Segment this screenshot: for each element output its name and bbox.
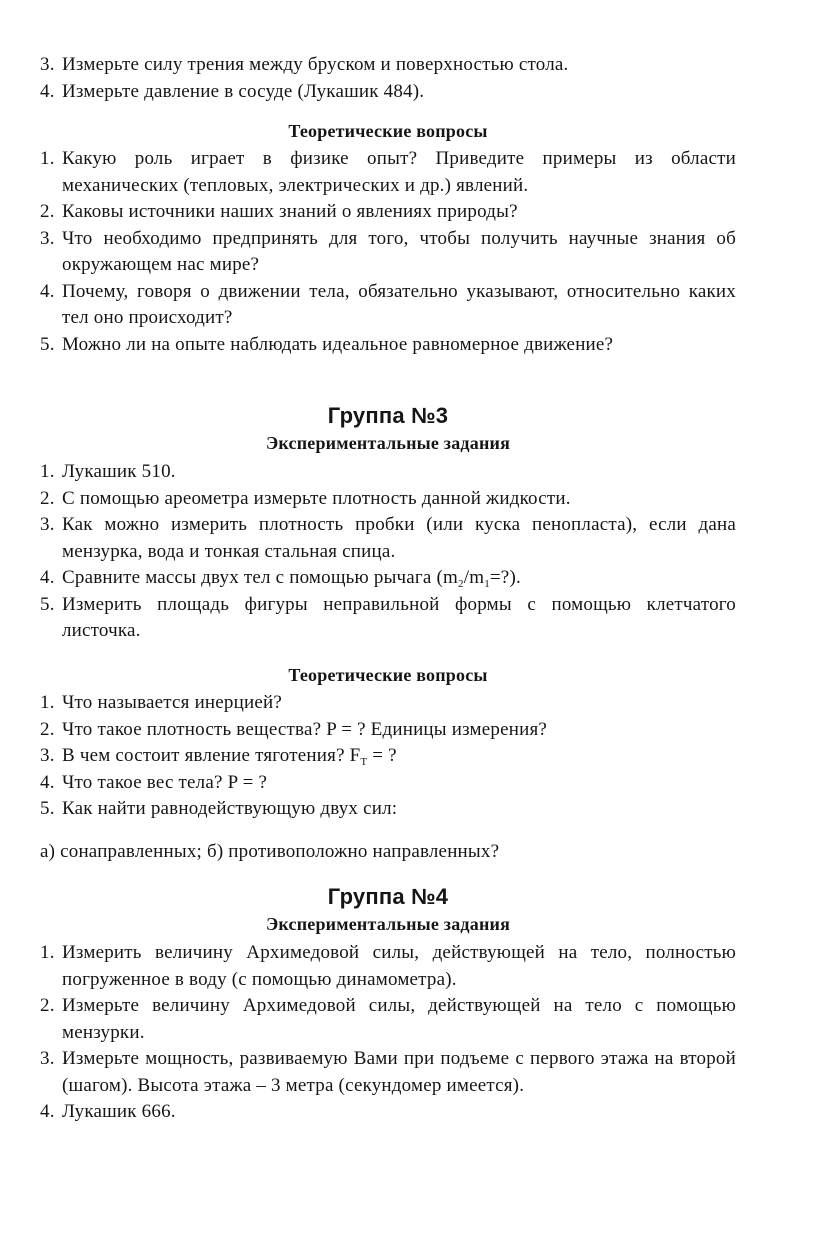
list-item: 1. Лукашик 510. bbox=[40, 461, 176, 482]
list-item: 5. Как найти равнодействующую двух сил: bbox=[40, 798, 398, 819]
group-3-theory bbox=[0, 662, 816, 823]
list-item: 4. Лукашик 666. bbox=[40, 1101, 176, 1122]
group-title: Группа №4 bbox=[327, 884, 449, 909]
list-item: 3. Что необходимо предпринять для того, чтобы получить научные знания об окружающем нас мире? bbox=[40, 227, 736, 275]
list-item: 4. Сравните массы двух тел с помощью рычага $(m_2/m_1=?)$. bbox=[40, 567, 521, 590]
list-item: 3. Как можно измерить плотность пробки (или куска пенопласта), если дана мензурка, вода и тонкая стальная спица. bbox=[40, 514, 736, 562]
list-item: 3. Измерьте силу трения между бруском и поверхностью стола. bbox=[40, 54, 569, 75]
list-item: 2. С помощью ареометра измерьте плотность данной жидкости. bbox=[40, 487, 571, 509]
list-item: 1. Что называется инерцией? bbox=[40, 692, 283, 713]
list-item: 5. Можно ли на опыте наблюдать идеальное равномерное движение? bbox=[40, 333, 614, 355]
list-item: 2. Каковы источники наших знаний о явлениях природы? bbox=[40, 201, 518, 222]
theory-section-1 bbox=[0, 118, 816, 358]
list-item: 4. Почему, говоря о движении тела, обязательно указывают, относительно каких тел оно происходит? bbox=[40, 280, 736, 328]
section-heading: Экспериментальные задания bbox=[265, 914, 511, 934]
list-item: 2. Что такое плотность вещества? P = ? Единицы измерения? bbox=[40, 718, 548, 740]
list-item: 2. Измерьте величину Архимедовой силы, действующей на тело с помощью мензурки. bbox=[40, 995, 736, 1043]
list-item: 3. В чем состоит явление тяготения? $F_T$ = ? bbox=[40, 745, 397, 768]
section-heading: Теоретические вопросы bbox=[288, 121, 488, 141]
list-item: 1. Какую роль играет в физике опыт? Приведите примеры из области механических (тепловых, электрических и др.) явлений. bbox=[40, 148, 736, 196]
list-item: 4. Что такое вес тела? P = ? bbox=[40, 771, 268, 793]
list-item: 4. Измерьте давление в сосуде (Лукашик 484). bbox=[40, 80, 425, 102]
list-item: 5. Измерить площадь фигуры неправильной формы с помощью клетчатого листочка. bbox=[40, 593, 736, 641]
section-heading: Экспериментальные задания bbox=[265, 433, 511, 453]
top-items-list bbox=[0, 52, 816, 105]
list-item: 3. Измерьте мощность, развиваемую Вами при подъеме с первого этажа на второй (шагом). Высота этажа – 3 метра (секундомер имеется). bbox=[40, 1048, 736, 1096]
group-4-section bbox=[0, 883, 816, 1126]
group-3-section bbox=[0, 402, 816, 645]
forces-note: а) сонаправленных; б) противоположно направленных? bbox=[40, 841, 500, 862]
section-heading: Теоретические вопросы bbox=[288, 665, 488, 685]
list-item: 1. Измерить величину Архимедовой силы, действующей на тело, полностью погруженное в воду (с помощью динамометра). bbox=[40, 942, 736, 990]
group-title: Группа №3 bbox=[327, 403, 449, 428]
